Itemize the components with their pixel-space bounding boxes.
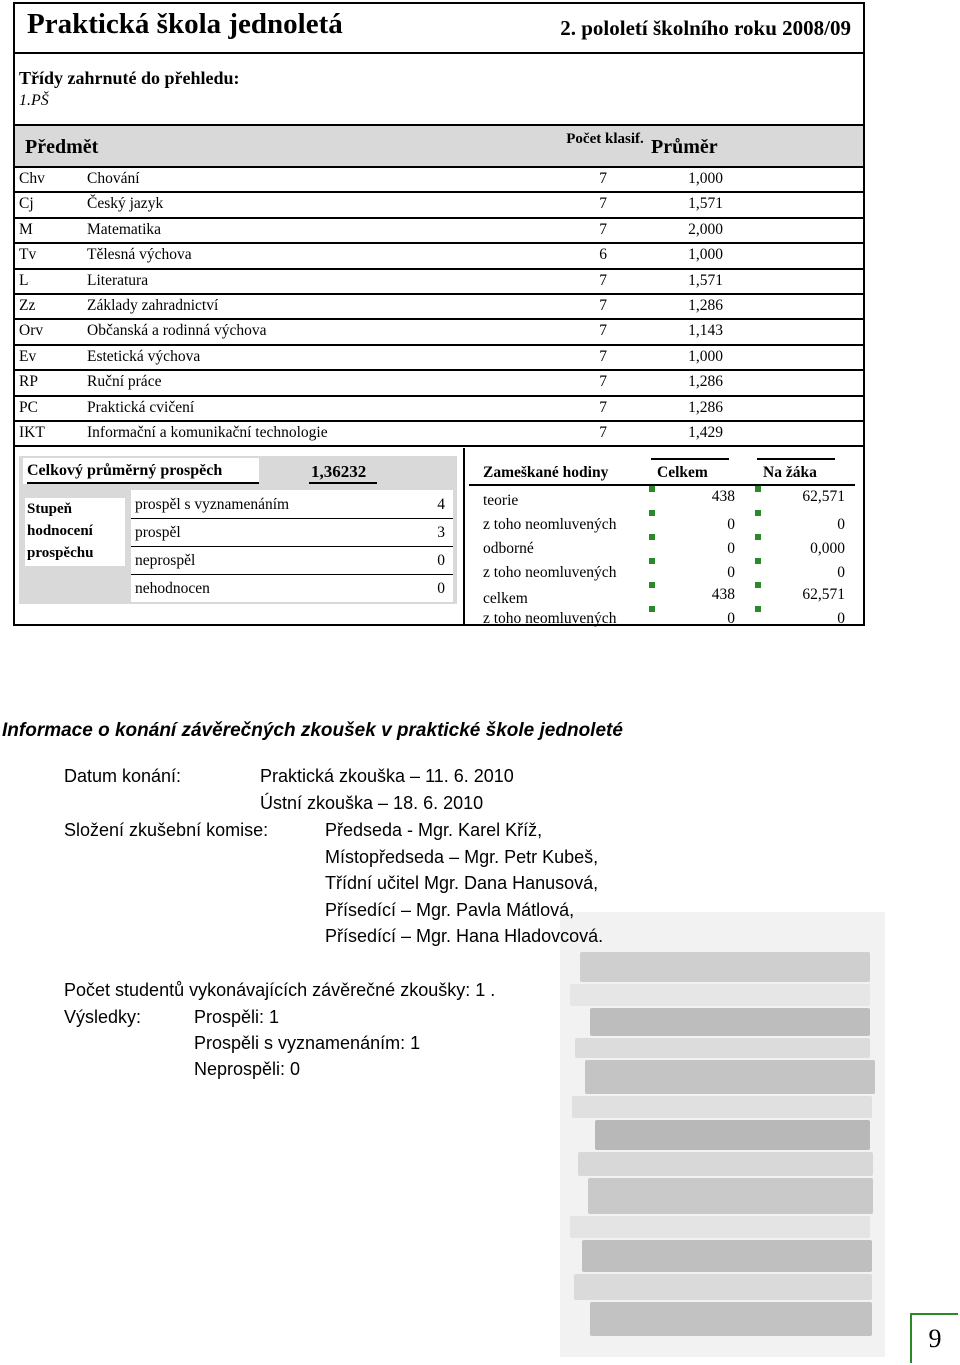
subject-avg: 1,286 xyxy=(688,297,723,314)
subject-avg: 1,000 xyxy=(688,170,723,187)
subject-avg: 1,000 xyxy=(688,246,723,264)
absence-label: odborné xyxy=(483,540,534,557)
absence-label: z toho neomluvených xyxy=(483,516,617,533)
absence-per: 62,571 xyxy=(802,488,845,505)
absence-per: 62,571 xyxy=(802,586,845,603)
absence-col-per: Na žáka xyxy=(763,464,817,481)
absence-per: 0 xyxy=(837,564,845,581)
subject-name: Matematika xyxy=(87,220,162,238)
grade-label-line: hodnocení xyxy=(27,523,93,539)
subject-code: Chv xyxy=(19,170,45,187)
subject-name: Ruční práce xyxy=(87,373,162,391)
subject-count: 7 xyxy=(599,373,607,391)
subject-name: Estetická výchova xyxy=(87,347,201,365)
table-row xyxy=(465,536,865,560)
school-title: Praktická škola jednoletá xyxy=(27,8,343,40)
grade-value: 3 xyxy=(437,524,445,541)
table-row xyxy=(465,584,865,608)
subject-avg: 1,571 xyxy=(688,271,723,289)
subject-avg: 1,143 xyxy=(688,322,723,340)
books-illustration xyxy=(560,912,885,1357)
info-title: Informace o konání závěrečných zkoušek v praktické škole jednoleté xyxy=(2,720,623,741)
absence-col-label: Zameškané hodiny xyxy=(483,464,609,481)
semester-label: 2. pololetí školního roku 2008/09 xyxy=(560,16,851,40)
absence-label: teorie xyxy=(483,492,519,509)
date-oral: Ústní zkouška – 18. 6. 2010 xyxy=(260,793,484,813)
table-row xyxy=(131,518,453,547)
classes-label: Třídy zahrnuté do přehledu: xyxy=(19,68,240,88)
table-row xyxy=(15,242,863,269)
table-row xyxy=(15,293,863,320)
students-count: Počet studentů vykonávajících závěrečné zkoušky: 1 . xyxy=(64,980,496,1000)
absence-per: 0,000 xyxy=(810,540,845,557)
table-row xyxy=(15,369,863,396)
table-row xyxy=(465,512,865,536)
committee-member: Místopředseda – Mgr. Petr Kubeš, xyxy=(325,847,599,867)
result-item: Prospěli s vyznamenáním: 1 xyxy=(194,1033,421,1053)
grade-label: neprospěl xyxy=(135,552,196,569)
absence-per: 0 xyxy=(837,610,845,627)
grade-value: 0 xyxy=(437,552,445,569)
grades-table xyxy=(131,490,453,602)
subject-code: RP xyxy=(19,373,38,391)
grade-label-line: prospěchu xyxy=(27,545,94,561)
absence-total: 0 xyxy=(727,540,735,557)
subject-code: M xyxy=(19,220,33,238)
absence-total: 0 xyxy=(727,564,735,581)
grade-label: prospěl s vyznamenáním xyxy=(135,496,290,513)
table-row xyxy=(15,268,863,295)
grade-label: nehodnocen xyxy=(135,580,210,597)
subject-count: 7 xyxy=(599,220,607,238)
table-row xyxy=(15,318,863,345)
table-row xyxy=(15,344,863,371)
subject-count: 7 xyxy=(599,195,607,213)
table-row xyxy=(15,191,863,218)
grade-value: 4 xyxy=(437,496,445,513)
overall-value: 1,36232 xyxy=(311,462,367,481)
subject-count: 7 xyxy=(599,424,607,441)
subject-code: IKT xyxy=(19,424,45,441)
absence-total: 438 xyxy=(711,586,735,603)
table-row xyxy=(15,166,863,193)
absence-col-total: Celkem xyxy=(657,464,708,481)
date-practical: Praktická zkouška – 11. 6. 2010 xyxy=(260,766,514,786)
absence-total: 0 xyxy=(727,610,735,627)
report-summary xyxy=(13,2,865,626)
grades-panel xyxy=(19,456,457,604)
subject-name: Základy zahradnictví xyxy=(87,297,219,314)
subject-count: 7 xyxy=(599,170,607,187)
subject-avg: 1,000 xyxy=(688,347,723,365)
grade-label: prospěl xyxy=(135,524,181,541)
subject-avg: 1,286 xyxy=(688,373,723,391)
page-number: 9 xyxy=(910,1313,958,1363)
table-row xyxy=(131,490,453,519)
absence-per: 0 xyxy=(837,516,845,533)
table-row xyxy=(15,395,863,422)
committee-label: Složení zkušební komise: xyxy=(64,820,269,840)
table-row xyxy=(131,574,453,602)
committee-member: Předseda - Mgr. Karel Kříž, xyxy=(325,820,543,840)
subject-name: Tělesná výchova xyxy=(87,246,192,264)
table-row xyxy=(465,488,865,512)
subject-name: Literatura xyxy=(87,271,149,289)
subject-code: Zz xyxy=(19,297,36,314)
subject-avg: 1,571 xyxy=(688,195,723,213)
result-item: Prospěli: 1 xyxy=(194,1007,280,1027)
subject-code: PC xyxy=(19,398,38,416)
result-item: Neprospěli: 0 xyxy=(194,1059,301,1079)
subject-name: Český jazyk xyxy=(87,195,164,213)
absence-table xyxy=(463,448,865,626)
subject-code: Tv xyxy=(19,246,37,264)
subject-count: 7 xyxy=(599,398,607,416)
committee-member: Třídní učitel Mgr. Dana Hanusová, xyxy=(325,873,599,893)
committee-member: Přísedící – Mgr. Hana Hladovcová. xyxy=(325,926,604,946)
date-label: Datum konání: xyxy=(64,766,182,786)
col-count: Počet klasif. xyxy=(566,131,644,147)
subject-avg: 1,429 xyxy=(688,424,723,441)
table-row xyxy=(15,420,863,447)
subject-avg: 1,286 xyxy=(688,398,723,416)
col-avg: Průměr xyxy=(651,136,718,158)
absence-label: celkem xyxy=(483,590,528,607)
class-name: 1.PŠ xyxy=(19,92,49,109)
subject-code: Orv xyxy=(19,322,44,340)
subjects-header xyxy=(15,124,863,168)
grade-scale-label xyxy=(25,498,125,566)
subject-code: L xyxy=(19,271,29,289)
absence-total: 0 xyxy=(727,516,735,533)
table-row xyxy=(465,608,865,626)
subject-code: Ev xyxy=(19,347,37,365)
subject-count: 7 xyxy=(599,297,607,314)
absence-total: 438 xyxy=(711,488,735,505)
grade-label-line: Stupeň xyxy=(27,501,73,517)
subject-name: Chování xyxy=(87,170,140,187)
table-row xyxy=(465,560,865,584)
absence-label: z toho neomluvených xyxy=(483,564,617,581)
subject-name: Praktická cvičení xyxy=(87,398,195,416)
table-row xyxy=(131,546,453,575)
subject-count: 7 xyxy=(599,271,607,289)
col-subject: Předmět xyxy=(25,136,99,158)
subject-avg: 2,000 xyxy=(688,220,723,238)
grade-value: 0 xyxy=(437,580,445,597)
subject-count: 7 xyxy=(599,322,607,340)
overall-label: Celkový průměrný prospěch xyxy=(27,462,223,479)
subject-count: 6 xyxy=(599,246,607,264)
absence-label: z toho neomluvených xyxy=(483,610,617,627)
subject-name: Informační a komunikační technologie xyxy=(87,424,328,441)
subject-count: 7 xyxy=(599,347,607,365)
subject-name: Občanská a rodinná výchova xyxy=(87,322,267,340)
results-label: Výsledky: xyxy=(64,1007,142,1027)
table-row xyxy=(15,217,863,244)
subject-code: Cj xyxy=(19,195,34,213)
committee-member: Přísedící – Mgr. Pavla Mátlová, xyxy=(325,900,575,920)
